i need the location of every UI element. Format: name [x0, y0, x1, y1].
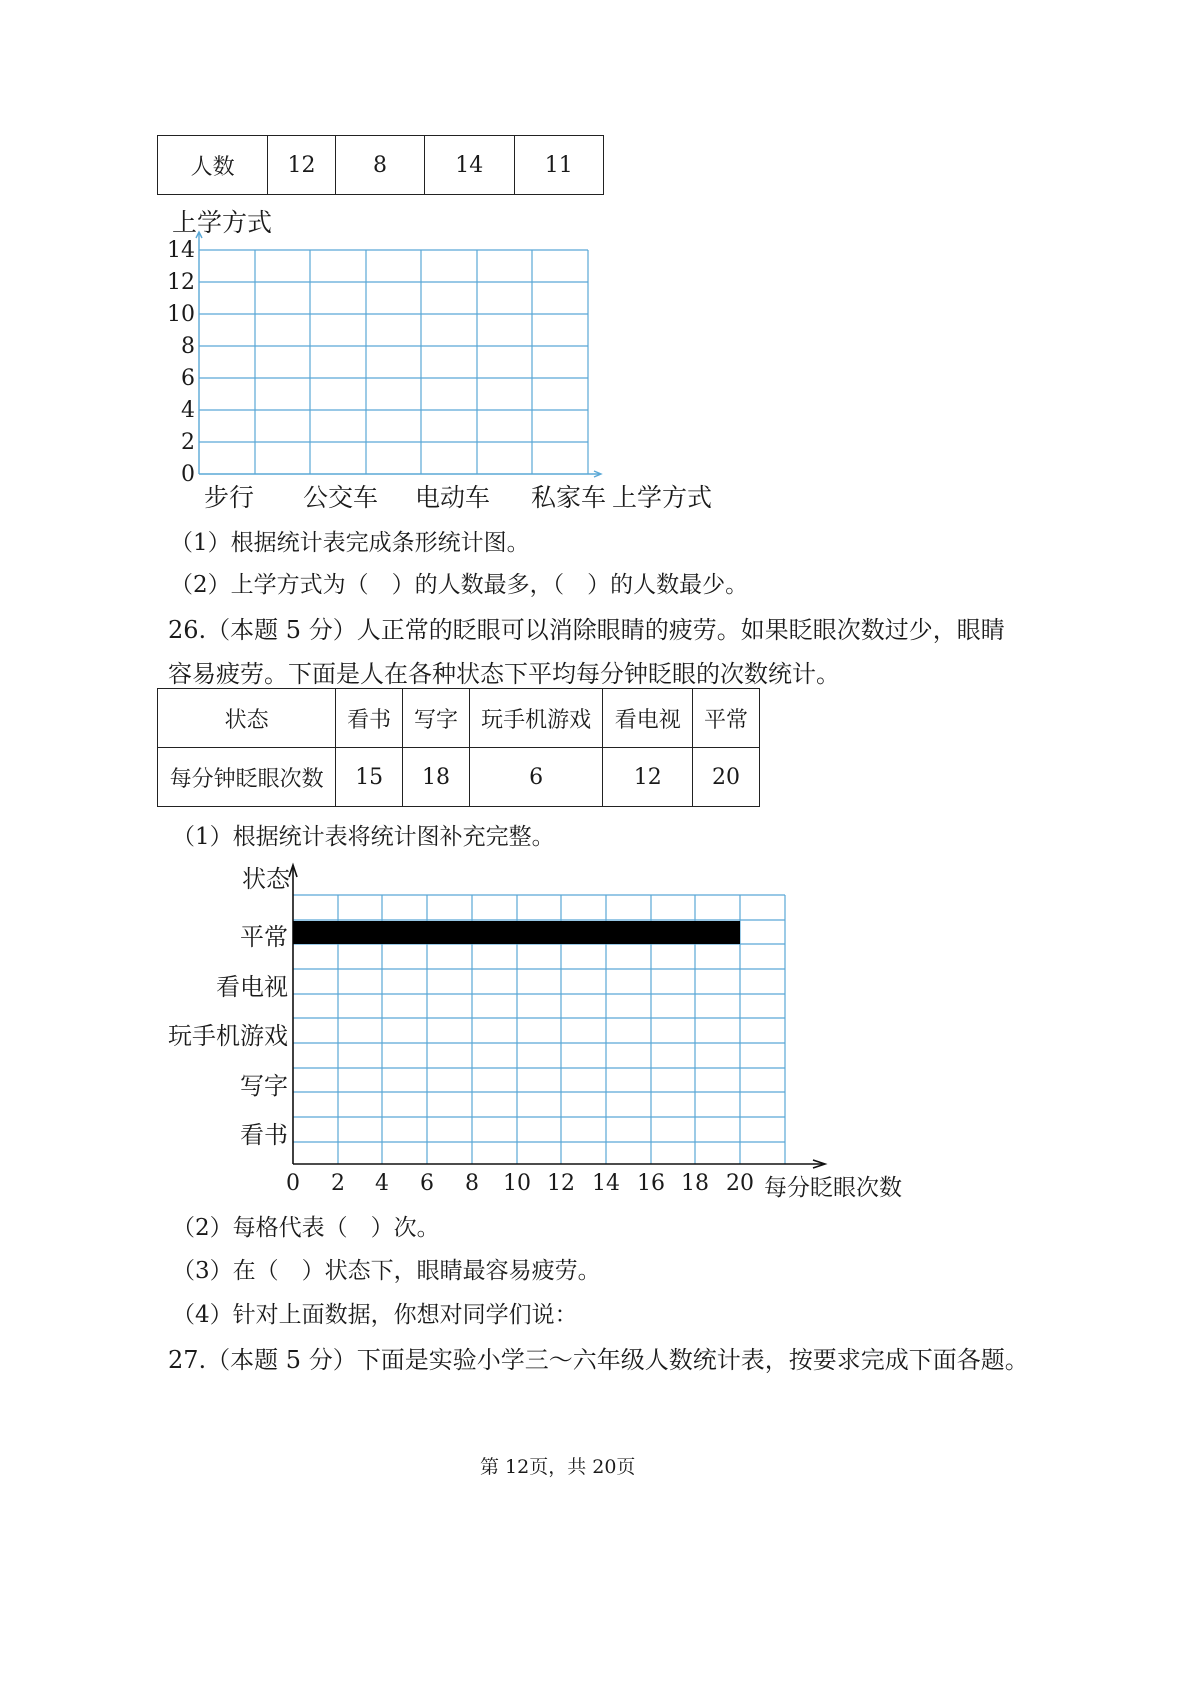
people-value: 8: [335, 136, 424, 195]
chart1-category: 步行: [204, 483, 255, 512]
blink-header: 看电视: [603, 689, 693, 748]
q26-text-line2: 容易疲劳。下面是人在各种状态下平均每分钟眨眼的次数统计。: [168, 660, 840, 688]
chart2-x-tick: 12: [547, 1171, 575, 1196]
chart2-category-label: 看电视: [216, 973, 288, 1001]
blink-value: 12: [603, 748, 693, 807]
q26-text-line1: 26.（本题 5 分）人正常的眨眼可以消除眼睛的疲劳。如果眨眼次数过少，眼睛: [168, 616, 1005, 644]
chart1-title: 上学方式: [172, 208, 273, 237]
people-count-table: [157, 135, 604, 195]
chart1-y-tick: 0: [181, 462, 195, 487]
chart2-x-tick: 0: [286, 1171, 300, 1196]
blink-value: 15: [336, 748, 403, 807]
chart2-x-tick: 2: [331, 1171, 345, 1196]
blink-header: 看书: [336, 689, 403, 748]
chart1-y-tick: 14: [167, 238, 195, 263]
chart1-y-tick: 10: [167, 302, 195, 327]
chart1-grid: [195, 228, 615, 483]
bar-normal: [293, 921, 740, 944]
chart2-x-tick: 20: [726, 1171, 754, 1196]
chart1-y-tick: 8: [181, 334, 195, 359]
people-row-label: 人数: [158, 136, 268, 195]
q25-part1: （1）根据统计表完成条形统计图。: [170, 530, 530, 556]
blink-header: 玩手机游戏: [469, 689, 602, 748]
q26-part4: （4）针对上面数据，你想对同学们说：: [172, 1302, 578, 1328]
blink-table: [157, 688, 760, 807]
chart1-category: 公交车: [303, 483, 379, 512]
people-value: 14: [425, 136, 514, 195]
chart2-x-tick: 4: [375, 1171, 389, 1196]
q26-part1: （1）根据统计表将统计图补充完整。: [172, 824, 555, 850]
chart2-category-label: 玩手机游戏: [168, 1022, 288, 1050]
blink-value: 18: [403, 748, 470, 807]
chart2-x-tick: 16: [637, 1171, 665, 1196]
chart1-y-tick: 12: [167, 270, 195, 295]
q26-part2: （2）每格代表（ ）次。: [172, 1215, 440, 1241]
chart2-y-axis-title: 状态: [242, 865, 290, 893]
chart2-category-label: 写字: [240, 1072, 288, 1100]
blink-header: 平常: [693, 689, 760, 748]
q27-text: 27.（本题 5 分）下面是实验小学三～六年级人数统计表，按要求完成下面各题。: [168, 1346, 1029, 1374]
page-footer: 第 12页，共 20页: [480, 1456, 636, 1478]
chart2-x-tick: 8: [465, 1171, 479, 1196]
chart2-x-tick: 18: [681, 1171, 709, 1196]
people-value: 12: [268, 136, 336, 195]
chart2-x-axis-title: 每分眨眼次数: [764, 1175, 902, 1201]
blink-value: 20: [693, 748, 760, 807]
chart2-x-tick: 10: [503, 1171, 531, 1196]
q26-part3: （3）在（ ）状态下，眼睛最容易疲劳。: [172, 1258, 601, 1284]
chart1-x-axis-title: 上学方式: [612, 483, 713, 512]
chart2-x-tick: 6: [420, 1171, 434, 1196]
people-value: 11: [514, 136, 603, 195]
blink-header: 状态: [158, 689, 336, 748]
chart2-x-tick: 14: [592, 1171, 620, 1196]
chart1-y-tick: 4: [181, 398, 195, 423]
blink-value: 6: [469, 748, 602, 807]
chart2-category-label: 平常: [240, 923, 288, 951]
chart1-y-tick: 6: [181, 366, 195, 391]
chart1-category: 私家车: [531, 483, 607, 512]
chart1-y-tick: 2: [181, 430, 195, 455]
q25-part2: （2）上学方式为（ ）的人数最多，（ ）的人数最少。: [170, 572, 749, 598]
chart1-category: 电动车: [415, 483, 491, 512]
blink-header: 写字: [403, 689, 470, 748]
chart2-grid: [285, 855, 835, 1170]
chart2-category-label: 看书: [240, 1121, 288, 1149]
blink-row-label: 每分钟眨眼次数: [158, 748, 336, 807]
